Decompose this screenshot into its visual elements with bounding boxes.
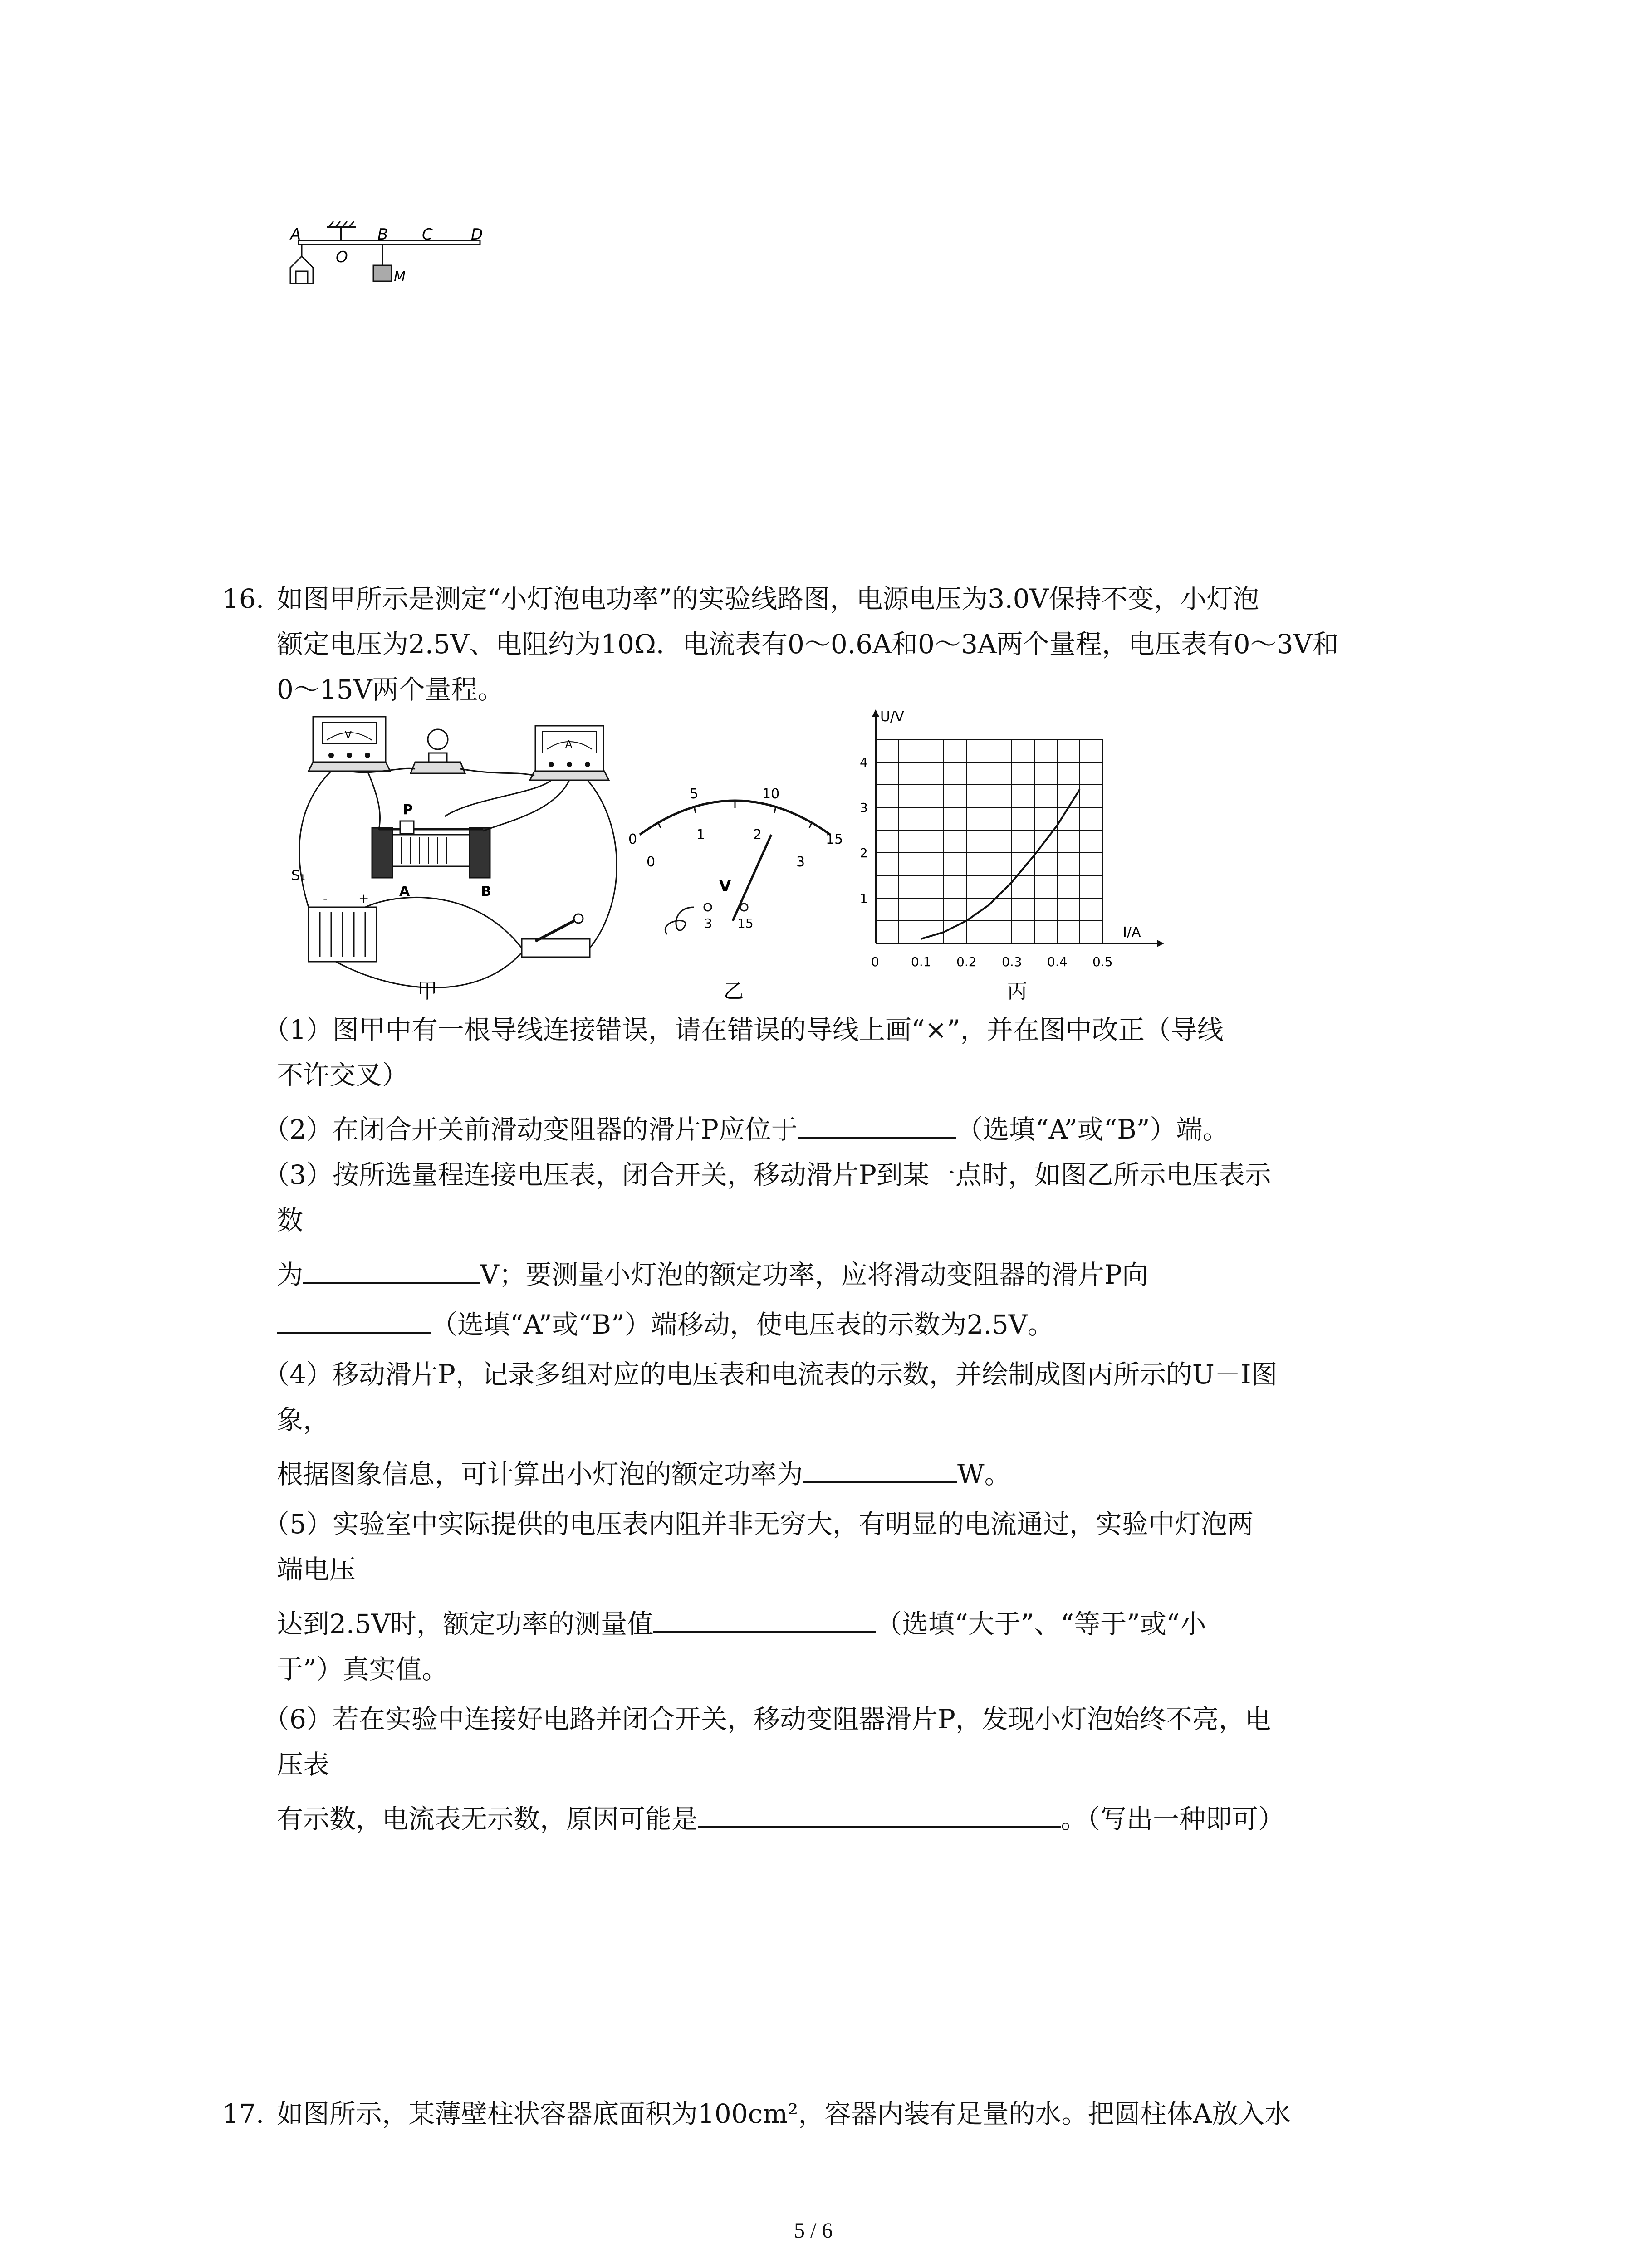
q16-part5-line1: （5）实验室中实际提供的电压表内阻并非无穷大，有明显的电流通过，实验中灯泡两: [263, 1509, 1254, 1540]
lever-label-o: O: [336, 248, 348, 266]
q16-part2-text-a: （2）在闭合开关前滑动变阻器的滑片P应位于: [263, 1114, 798, 1145]
yi-inner-3: 3: [796, 854, 805, 870]
q17-number: 17.: [222, 2098, 265, 2129]
q16-part3-line1: （3）按所选量程连接电压表，闭合开关，移动滑片P到某一点时，如图乙所示电压表示: [263, 1159, 1271, 1190]
yi-unit: V: [719, 877, 731, 895]
q16-part4-text-a: 根据图象信息，可计算出小灯泡的额定功率为: [277, 1459, 803, 1490]
q16-part3-line2: 数: [277, 1205, 304, 1236]
svg-text:-: -: [323, 891, 328, 906]
q16-part3-blank-direction[interactable]: [277, 1304, 431, 1334]
q16-number: 16.: [222, 583, 265, 614]
q16-part2-text-b: （选填“A”或“B”）端。: [956, 1114, 1229, 1145]
q17-text: 如图所示，某薄壁柱状容器底面积为100cm²，容器内装有足量的水。把圆柱体A放入水: [277, 2098, 1291, 2129]
y-tick-label: 4: [860, 755, 868, 770]
chart-ylabel: U/V: [880, 709, 904, 725]
q16-part3-line3: [277, 1252, 1148, 1297]
figure-jia-caption: 甲: [417, 980, 437, 1003]
q16-part1-line2: 不许交叉）: [277, 1060, 409, 1090]
q16-part6-line2: 压表: [277, 1749, 330, 1780]
chart-xlabel: I/A: [1123, 924, 1141, 940]
lever-diagram: [272, 213, 508, 304]
y-tick-label: 1: [860, 891, 868, 906]
yi-inner-2: 2: [753, 827, 762, 843]
q16-part3-blank-voltage[interactable]: [303, 1254, 480, 1284]
q16-intro-line2: 额定电压为2.5V、电阻约为10Ω．电流表有0～0.6A和0～3A两个量程，电压表有0～3V和: [277, 629, 1339, 660]
q16-part3-text-a: 为: [277, 1259, 304, 1290]
y-tick-label: 3: [860, 800, 868, 815]
figure-jia-circuit: [281, 712, 635, 1007]
x-tick-label: 0: [871, 954, 879, 969]
lever-label-b: B: [377, 225, 388, 244]
yi-terminal-3: 3: [704, 916, 712, 931]
q16-part3-text-c: （选填“A”或“B”）端移动，使电压表的示数为2.5V。: [431, 1309, 1054, 1340]
yi-terminal-15: 15: [737, 916, 754, 931]
q16-part5-line4: 于”）真实值。: [277, 1654, 448, 1685]
q16-part6-line3: [277, 1796, 1284, 1842]
yi-outer-10: 10: [762, 786, 780, 802]
svg-text:+: +: [358, 891, 369, 906]
x-tick-label: 0.1: [911, 954, 931, 969]
q16-part5-text-b: （选填“大于”、“等于”或“小: [876, 1608, 1206, 1639]
q16-part4-blank-power[interactable]: [803, 1453, 957, 1483]
q16-part2-blank[interactable]: [798, 1109, 956, 1139]
series-line: [921, 789, 1080, 939]
q16-part1-line1: （1）图甲中有一根导线连接错误，请在错误的导线上画“×”，并在图中改正（导线: [263, 1014, 1224, 1045]
q16-part6-blank-reason[interactable]: [698, 1798, 1061, 1828]
q16-intro-line3: 0～15V两个量程。: [277, 674, 504, 705]
lever-label-m: M: [394, 269, 406, 285]
yi-outer-15: 15: [826, 831, 843, 847]
jia-ammeter-label: A: [565, 739, 573, 750]
y-tick-label: 2: [860, 846, 868, 860]
figure-yi-voltmeter: [622, 771, 848, 1007]
y-tick-labels: [860, 755, 868, 906]
q16-part5-blank-compare[interactable]: [653, 1603, 876, 1633]
x-tick-label: 0.4: [1047, 954, 1068, 969]
q16-part6-text-a: 有示数，电流表无示数，原因可能是: [277, 1804, 698, 1834]
yi-outer-5: 5: [690, 786, 699, 802]
q16-part4-text-b: W。: [957, 1459, 1011, 1490]
q16-part4-line3: [277, 1452, 1011, 1497]
q16-part5-line3: [277, 1601, 1206, 1647]
q16-intro-line1: 如图甲所示是测定“小灯泡电功率”的实验线路图，电源电压为3.0V保持不变，小灯泡: [277, 583, 1259, 614]
figure-yi-caption: 乙: [724, 980, 744, 1003]
q16-part6-text-b: 。（写出一种即可）: [1061, 1804, 1285, 1834]
chart-grid: [876, 739, 1102, 943]
x-tick-label: 0.3: [1002, 954, 1022, 969]
yi-inner-0: 0: [647, 854, 656, 870]
q16-part5-line2: 端电压: [277, 1554, 356, 1585]
lever-label-c: C: [422, 225, 433, 244]
q16-part2: [263, 1107, 1229, 1152]
yi-inner-1: 1: [696, 827, 705, 843]
q16-part5-text-a: 达到2.5V时，额定功率的测量值: [277, 1608, 654, 1639]
q16-part3-line4: [277, 1302, 1054, 1347]
x-tick-label: 0.2: [956, 954, 977, 969]
x-tick-labels: [871, 954, 1113, 969]
q16-part4-line1: （4）移动滑片P，记录多组对应的电压表和电流表的示数，并绘制成图丙所示的U－I图: [263, 1359, 1278, 1390]
q16-part6-line1: （6）若在实验中连接好电路并闭合开关，移动变阻器滑片P，发现小灯泡始终不亮，电: [263, 1704, 1271, 1735]
yi-outer-0: 0: [628, 831, 637, 847]
q16-part4-line2: 象，: [277, 1404, 330, 1435]
page-number: 5 / 6: [794, 2219, 833, 2243]
lever-label-d: D: [471, 225, 483, 244]
jia-terminal-a: A: [399, 884, 410, 899]
figure-bing-caption: 丙: [1007, 980, 1027, 1003]
jia-slider-label: P: [403, 802, 413, 818]
figure-bing-ui-graph: [848, 708, 1166, 1007]
jia-switch-label: S₁: [291, 868, 306, 884]
q16-part3-text-b: V；要测量小灯泡的额定功率，应将滑动变阻器的滑片P向: [480, 1259, 1148, 1290]
jia-voltmeter-label: V: [345, 730, 352, 741]
jia-terminal-b: B: [481, 884, 491, 899]
lever-label-a: A: [290, 225, 301, 244]
x-tick-label: 0.5: [1092, 954, 1113, 969]
